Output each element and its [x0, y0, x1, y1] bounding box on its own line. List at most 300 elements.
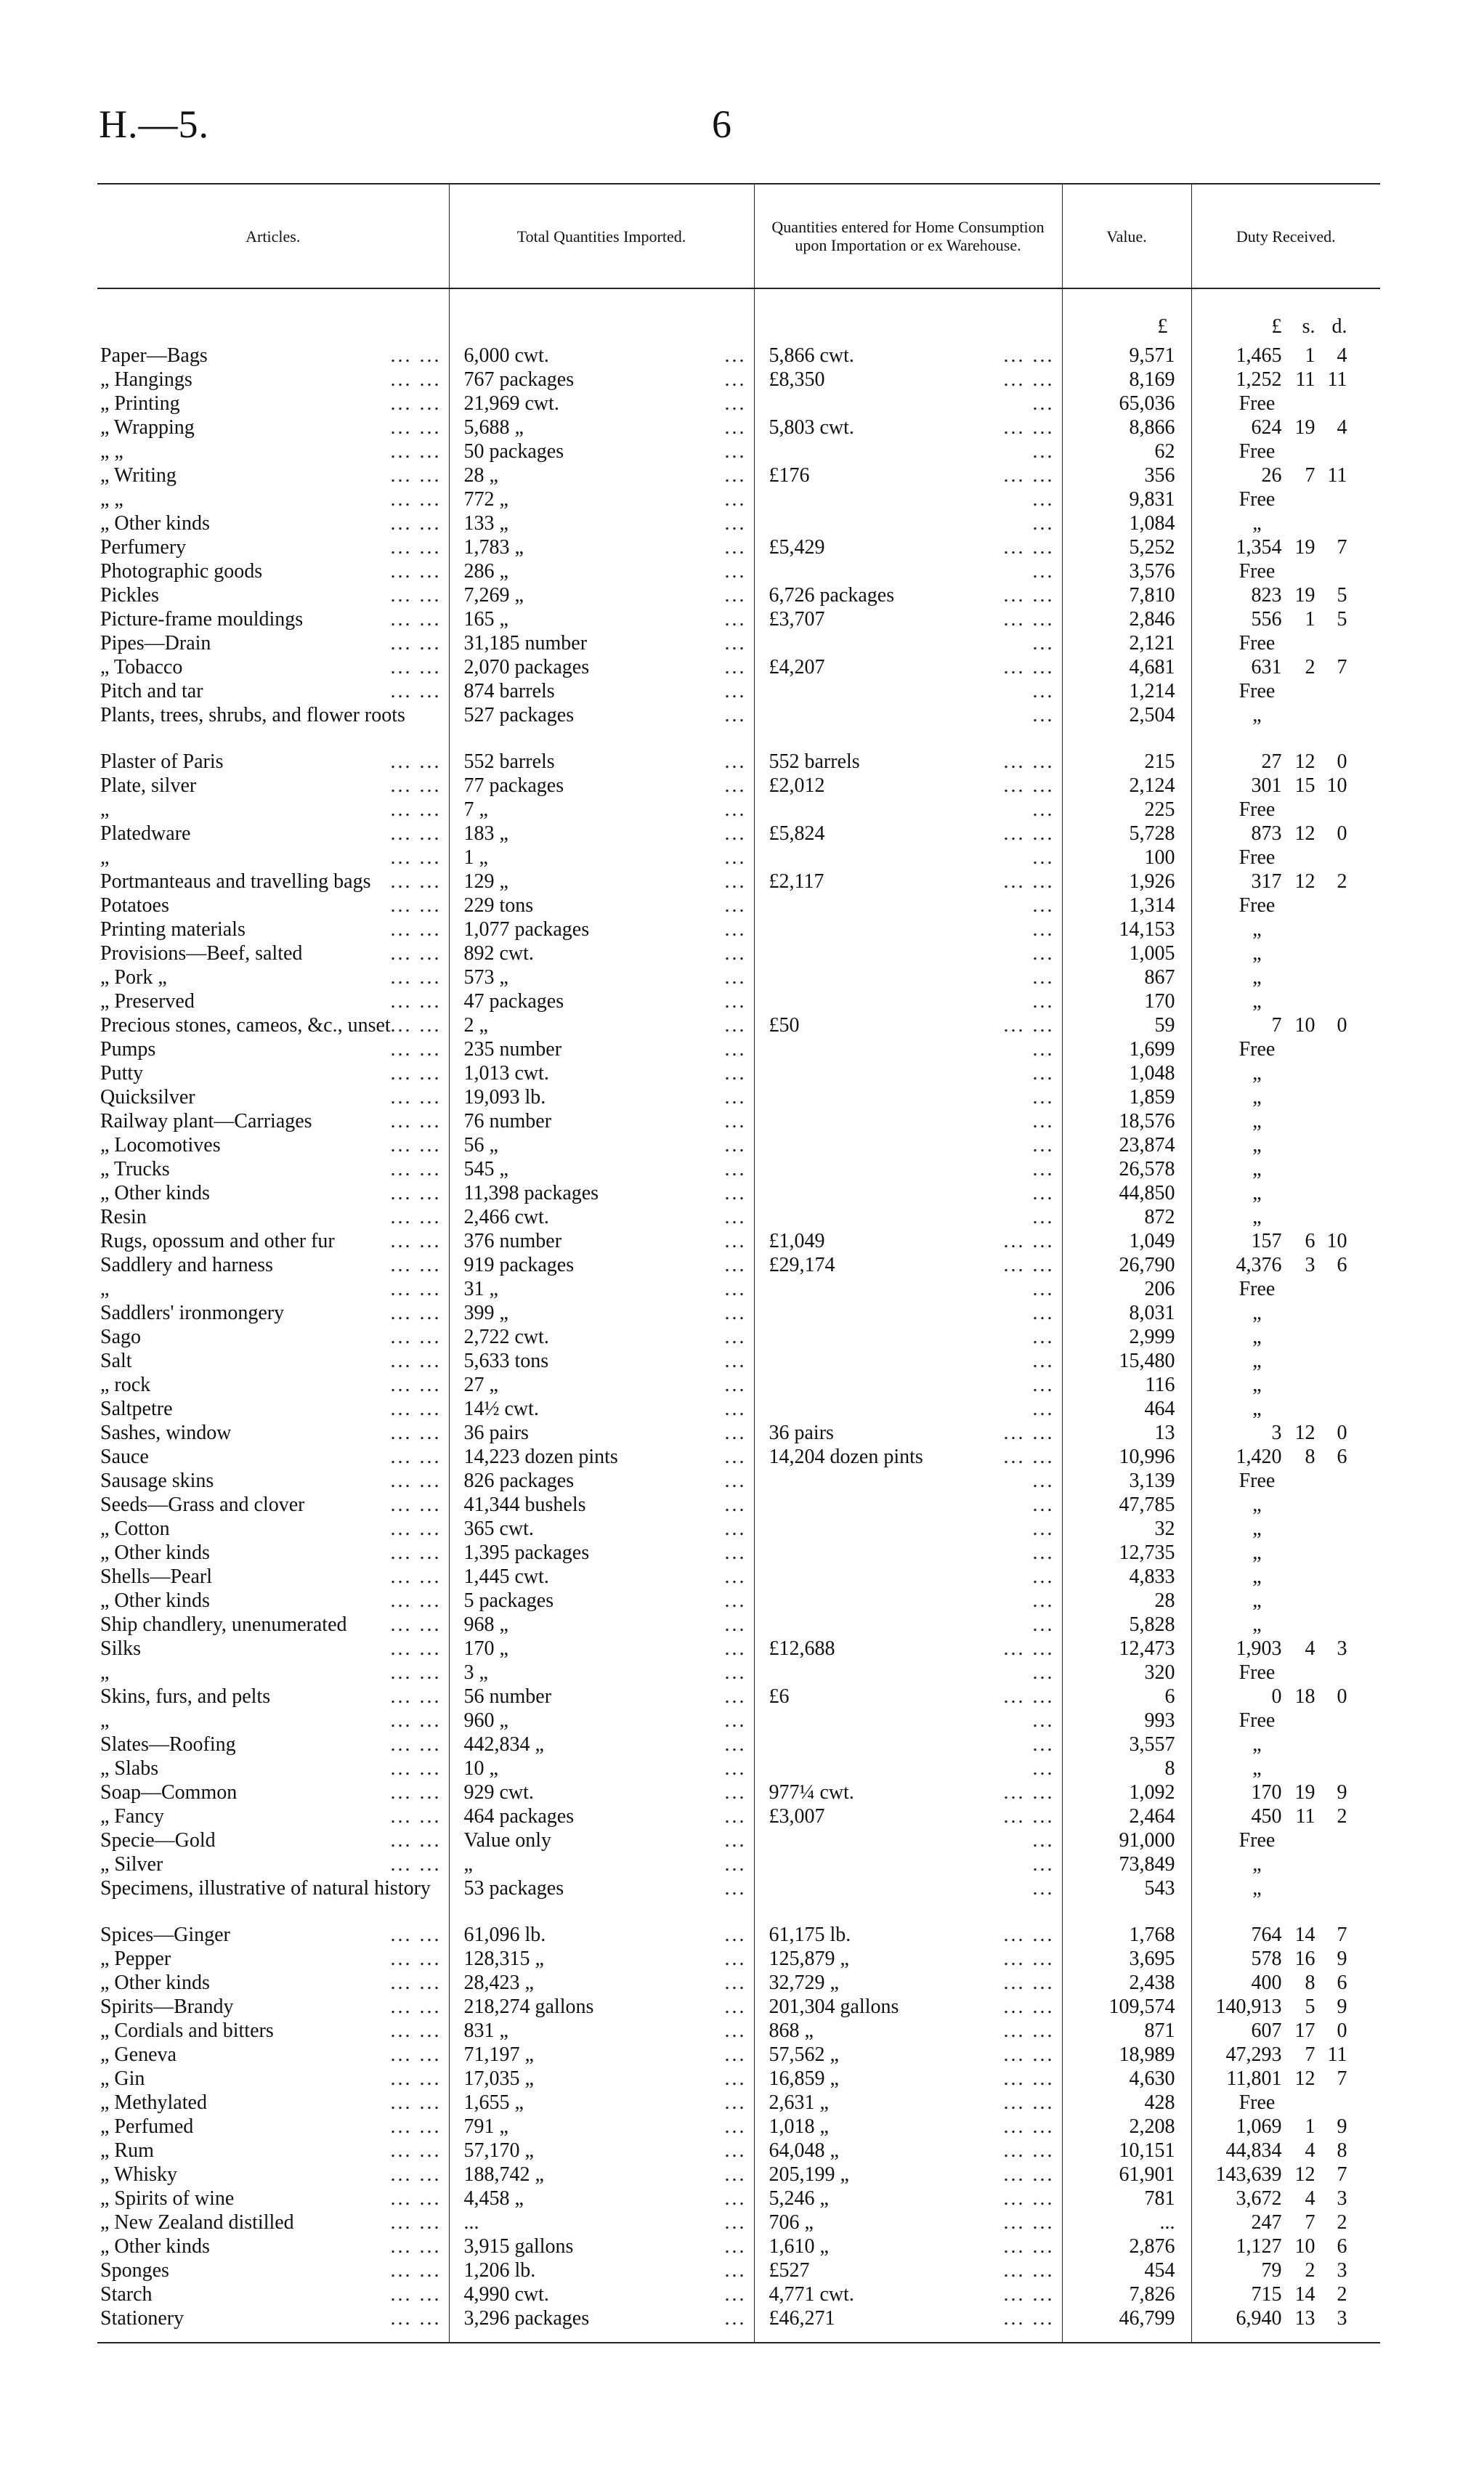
- duty-pounds: 1,127: [1236, 2235, 1282, 2258]
- article-cell: „ ... ...: [100, 1709, 442, 1732]
- article-cell: Pumps ... ...: [100, 1038, 442, 1061]
- table-row: [97, 704, 1380, 750]
- article-cell: Pitch and tar ... ...: [100, 680, 442, 702]
- article-cell: „ ... ...: [100, 846, 442, 869]
- value-cell: 1,214: [1062, 680, 1191, 704]
- total-quantity-cell: 57,170 „ ...: [449, 2139, 754, 2163]
- total-quantity-cell: „ ...: [449, 1853, 754, 1877]
- duty-cell: [1191, 822, 1380, 846]
- total-quantity-cell: 767 packages ...: [449, 368, 754, 392]
- total-quantity-cell: ... ...: [449, 2211, 754, 2235]
- total-quantity-cell: 53 packages ...: [449, 1877, 754, 1924]
- total-quantity-cell: 14,223 dozen pints ...: [449, 1446, 754, 1470]
- table-row: [97, 1613, 1380, 1637]
- table-row: [97, 1374, 1380, 1398]
- article-cell: Picture-frame mouldings ... ...: [100, 608, 442, 631]
- table-row: [97, 1805, 1380, 1829]
- duty-free-label: Free: [1238, 1709, 1276, 1732]
- duty-free-label: „: [1252, 1757, 1262, 1780]
- duty-cell: [1191, 2019, 1380, 2043]
- duty-cell: [1191, 1086, 1380, 1110]
- duty-free-label: Free: [1238, 798, 1276, 821]
- value-cell: 4,630: [1062, 2067, 1191, 2091]
- duty-free-label: „: [1252, 918, 1262, 941]
- duty-free-label: Free: [1238, 1038, 1276, 1061]
- home-consumption-cell: 5,803 cwt. ... ...: [754, 416, 1062, 440]
- value-cell: 18,576: [1062, 1110, 1191, 1134]
- table-row: [97, 774, 1380, 798]
- value-cell: 73,849: [1062, 1853, 1191, 1877]
- article-cell: Putty ... ...: [100, 1062, 442, 1085]
- article-cell: „ Other kinds ... ...: [100, 512, 442, 535]
- article-cell: Portmanteaus and travelling bags ... ...: [100, 870, 442, 893]
- table-row: [97, 1206, 1380, 1230]
- home-consumption-cell: ...: [754, 1206, 1062, 1230]
- table-row: [97, 1014, 1380, 1038]
- home-consumption-cell: ...: [754, 392, 1062, 416]
- table-row: [97, 1661, 1380, 1685]
- home-consumption-cell: ...: [754, 1302, 1062, 1326]
- value-cell: 6: [1062, 1685, 1191, 1709]
- duty-free-label: „: [1252, 1206, 1262, 1228]
- table-row: [97, 870, 1380, 894]
- duty-cell: [1191, 1972, 1380, 1995]
- home-consumption-cell: ...: [754, 1589, 1062, 1613]
- duty-pounds: 1,420: [1236, 1446, 1282, 1468]
- duty-free-label: Free: [1238, 1470, 1276, 1492]
- duty-pounds: 873: [1251, 822, 1282, 845]
- total-quantity-cell: 133 „ ...: [449, 512, 754, 536]
- duty-cell: [1191, 1924, 1380, 1948]
- duty-cell: [1191, 1589, 1380, 1613]
- duty-free-label: Free: [1238, 488, 1276, 511]
- duty-pence: 0: [1337, 2019, 1347, 2042]
- table-row: [97, 750, 1380, 774]
- article-cell: Specie—Gold ... ...: [100, 1829, 442, 1852]
- duty-pence: 0: [1337, 822, 1347, 845]
- table-row: [97, 1924, 1380, 1948]
- duty-cell: [1191, 1494, 1380, 1517]
- total-quantity-cell: 286 „ ...: [449, 560, 754, 584]
- value-cell: 100: [1062, 846, 1191, 870]
- duty-cell: [1191, 1709, 1380, 1733]
- duty-shillings: 14: [1294, 2283, 1315, 2306]
- table-row: [97, 464, 1380, 488]
- home-consumption-cell: ...: [754, 1350, 1062, 1374]
- table-row: [97, 2211, 1380, 2235]
- duty-shillings: 10: [1294, 2235, 1315, 2258]
- duty-pounds: 140,913: [1215, 1995, 1282, 2018]
- imports-table: [97, 183, 1380, 2343]
- total-quantity-cell: 11,398 packages ...: [449, 1182, 754, 1206]
- duty-free-label: „: [1252, 1541, 1262, 1564]
- article-cell: „ Other kinds ... ...: [100, 1589, 442, 1612]
- home-consumption-cell: £8,350 ... ...: [754, 368, 1062, 392]
- duty-cell: [1191, 1541, 1380, 1565]
- table-row: [97, 1637, 1380, 1661]
- value-cell: 5,728: [1062, 822, 1191, 846]
- duty-pence: 3: [1337, 2307, 1347, 2330]
- total-quantity-cell: 50 packages ...: [449, 440, 754, 464]
- value-cell: 10,151: [1062, 2139, 1191, 2163]
- value-cell: 2,846: [1062, 608, 1191, 632]
- total-quantity-cell: 7,269 „ ...: [449, 584, 754, 608]
- value-cell: 15,480: [1062, 1350, 1191, 1374]
- article-cell: Soap—Common ... ...: [100, 1781, 442, 1804]
- total-quantity-cell: 464 packages ...: [449, 1805, 754, 1829]
- total-quantity-cell: 4,458 „ ...: [449, 2187, 754, 2211]
- article-cell: „ Locomotives ... ...: [100, 1134, 442, 1156]
- value-cell: 1,005: [1062, 942, 1191, 966]
- article-cell: „ ... ...: [100, 798, 442, 821]
- table-row: [97, 1733, 1380, 1757]
- article-cell: Rugs, opossum and other fur ... ...: [100, 1230, 442, 1252]
- value-cell: 14,153: [1062, 918, 1191, 942]
- article-cell: Starch ... ...: [100, 2283, 442, 2306]
- duty-pence: 5: [1337, 584, 1347, 607]
- duty-pounds: 4,376: [1236, 1254, 1282, 1276]
- duty-pence: 10: [1326, 774, 1347, 797]
- total-quantity-cell: Value only ...: [449, 1829, 754, 1853]
- page-reference: H.—5.: [99, 102, 209, 146]
- duty-pence: 0: [1337, 1014, 1347, 1037]
- duty-cell: [1191, 1110, 1380, 1134]
- total-quantity-cell: 892 cwt. ...: [449, 942, 754, 966]
- duty-cell: [1191, 1014, 1380, 1038]
- duty-pence: 4: [1337, 416, 1347, 439]
- value-cell: 428: [1062, 2091, 1191, 2115]
- home-consumption-cell: 14,204 dozen pints ... ...: [754, 1446, 1062, 1470]
- total-quantity-cell: 17,035 „ ...: [449, 2067, 754, 2091]
- value-cell: 2,124: [1062, 774, 1191, 798]
- duty-cell: [1191, 1637, 1380, 1661]
- article-cell: „ Other kinds ... ...: [100, 1541, 442, 1564]
- duty-cell: [1191, 2211, 1380, 2235]
- article-cell: „ „ ... ...: [100, 488, 442, 511]
- table-row: [97, 536, 1380, 560]
- total-quantity-cell: 1 „ ...: [449, 846, 754, 870]
- table-row: [97, 1877, 1380, 1924]
- duty-cell: [1191, 608, 1380, 632]
- total-quantity-cell: 1,077 packages ...: [449, 918, 754, 942]
- duty-cell: [1191, 2067, 1380, 2091]
- value-cell: 8,031: [1062, 1302, 1191, 1326]
- table-row: [97, 894, 1380, 918]
- duty-pence: 11: [1327, 368, 1347, 391]
- article-cell: „ Gin ... ...: [100, 2067, 442, 2090]
- duty-shillings: 16: [1294, 1948, 1315, 1970]
- home-consumption-cell: ...: [754, 942, 1062, 966]
- duty-pounds: 400: [1251, 1972, 1282, 1994]
- table-row: [97, 392, 1380, 416]
- value-cell: 32: [1062, 1517, 1191, 1541]
- value-cell: 59: [1062, 1014, 1191, 1038]
- home-consumption-cell: 6,726 packages ... ...: [754, 584, 1062, 608]
- total-quantity-cell: 10 „ ...: [449, 1757, 754, 1781]
- table-row: [97, 2235, 1380, 2259]
- duty-pence: 2: [1337, 870, 1347, 893]
- total-quantity-cell: 2,466 cwt. ...: [449, 1206, 754, 1230]
- duty-cell: [1191, 2091, 1380, 2115]
- duty-shillings: 3: [1305, 1254, 1315, 1276]
- article-cell: „ Writing ... ...: [100, 464, 442, 487]
- home-consumption-cell: ...: [754, 1565, 1062, 1589]
- total-quantity-cell: 6,000 cwt. ...: [449, 344, 754, 368]
- table-row: [97, 1709, 1380, 1733]
- duty-pounds: 27: [1261, 750, 1282, 773]
- table-row: [97, 344, 1380, 368]
- duty-shillings: 11: [1295, 368, 1315, 391]
- duty-pence: 8: [1337, 2139, 1347, 2162]
- value-cell: 12,473: [1062, 1637, 1191, 1661]
- duty-free-label: Free: [1238, 560, 1276, 583]
- home-consumption-cell: ...: [754, 1158, 1062, 1182]
- article-cell: „ Pork „ ... ...: [100, 966, 442, 989]
- duty-free-label: „: [1252, 966, 1262, 989]
- duty-shillings: 19: [1294, 536, 1315, 559]
- article-cell: „ Tobacco ... ...: [100, 656, 442, 678]
- header-total-imported: Total Quantities Imported.: [449, 184, 754, 288]
- duty-free-label: „: [1252, 1302, 1262, 1324]
- home-consumption-cell: 32,729 „ ... ...: [754, 1972, 1062, 1995]
- article-cell: „ Other kinds ... ...: [100, 1972, 442, 1994]
- table-row: [97, 1948, 1380, 1972]
- total-quantity-cell: 27 „ ...: [449, 1374, 754, 1398]
- duty-cell: [1191, 1853, 1380, 1877]
- value-cell: 44,850: [1062, 1182, 1191, 1206]
- article-cell: Specimens, illustrative of natural history: [100, 1877, 431, 1900]
- total-quantity-cell: 3 „ ...: [449, 1661, 754, 1685]
- article-cell: Photographic goods ... ...: [100, 560, 442, 583]
- home-consumption-cell: ...: [754, 1829, 1062, 1853]
- value-cell: 1,768: [1062, 1924, 1191, 1948]
- article-cell: „ Hangings ... ...: [100, 368, 442, 391]
- total-quantity-cell: 1,206 lb. ...: [449, 2259, 754, 2283]
- duty-free-label: „: [1252, 1182, 1262, 1204]
- value-cell: 4,833: [1062, 1565, 1191, 1589]
- table-row: [97, 488, 1380, 512]
- value-cell: 62: [1062, 440, 1191, 464]
- value-cell: 871: [1062, 2019, 1191, 2043]
- article-cell: Potatoes ... ...: [100, 894, 442, 917]
- article-cell: Silks ... ...: [100, 1637, 442, 1660]
- article-cell: Plate, silver ... ...: [100, 774, 442, 797]
- home-consumption-cell: £6 ... ...: [754, 1685, 1062, 1709]
- duty-shillings: 7: [1305, 2211, 1315, 2234]
- total-quantity-cell: 826 packages ...: [449, 1470, 754, 1494]
- duty-pounds: 44,834: [1225, 2139, 1282, 2162]
- total-quantity-cell: 376 number ...: [449, 1230, 754, 1254]
- duty-pence: 7: [1337, 2163, 1347, 2186]
- duty-unit-pounds: £: [1271, 315, 1282, 338]
- table-row: [97, 846, 1380, 870]
- duty-free-label: „: [1252, 1398, 1262, 1420]
- article-cell: Paper—Bags ... ...: [100, 344, 442, 367]
- home-consumption-cell: £12,688 ... ...: [754, 1637, 1062, 1661]
- duty-shillings: 12: [1294, 750, 1315, 773]
- total-quantity-cell: 545 „ ...: [449, 1158, 754, 1182]
- duty-pounds: 1,465: [1236, 344, 1282, 367]
- total-quantity-cell: 19,093 lb. ...: [449, 1086, 754, 1110]
- duty-shillings: 18: [1294, 1685, 1315, 1708]
- duty-cell: [1191, 2307, 1380, 2343]
- home-consumption-cell: 1,018 „ ... ...: [754, 2115, 1062, 2139]
- total-quantity-cell: 442,834 „ ...: [449, 1733, 754, 1757]
- home-consumption-cell: ...: [754, 966, 1062, 990]
- home-consumption-cell: ...: [754, 1038, 1062, 1062]
- duty-shillings: 12: [1294, 870, 1315, 893]
- table-row: [97, 1494, 1380, 1517]
- home-consumption-cell: 977¼ cwt. ... ...: [754, 1781, 1062, 1805]
- total-quantity-cell: 4,990 cwt. ...: [449, 2283, 754, 2307]
- duty-pence: 6: [1337, 2235, 1347, 2258]
- table-row: [97, 512, 1380, 536]
- article-cell: „ Cotton ... ...: [100, 1517, 442, 1540]
- total-quantity-cell: 960 „ ...: [449, 1709, 754, 1733]
- article-cell: Stationery ... ...: [97, 2307, 449, 2343]
- units-row: [97, 315, 1380, 344]
- home-consumption-cell: ...: [754, 1541, 1062, 1565]
- duty-cell: [1191, 990, 1380, 1014]
- home-consumption-cell: ...: [754, 1709, 1062, 1733]
- home-consumption-cell: 61,175 lb. ... ...: [754, 1924, 1062, 1948]
- home-consumption-cell: £4,207 ... ...: [754, 656, 1062, 680]
- total-quantity-cell: 61,096 lb. ...: [449, 1924, 754, 1948]
- home-consumption-cell: £1,049 ... ...: [754, 1230, 1062, 1254]
- value-cell: 1,859: [1062, 1086, 1191, 1110]
- table-row: [97, 1086, 1380, 1110]
- table-row: [97, 1230, 1380, 1254]
- article-cell: „ Other kinds ... ...: [100, 2235, 442, 2258]
- home-consumption-cell: 2,631 „ ... ...: [754, 2091, 1062, 2115]
- table-row: [97, 2307, 1380, 2343]
- duty-cell: [1191, 2283, 1380, 2307]
- table-row: [97, 2283, 1380, 2307]
- article-cell: „ „ ... ...: [100, 440, 442, 463]
- value-cell: 543: [1062, 1877, 1191, 1924]
- table-row: [97, 440, 1380, 464]
- duty-shillings: 2: [1305, 656, 1315, 678]
- value-cell: 225: [1062, 798, 1191, 822]
- home-consumption-cell: ...: [754, 1613, 1062, 1637]
- duty-free-label: „: [1252, 1589, 1262, 1612]
- total-quantity-cell: 552 barrels ...: [449, 750, 754, 774]
- value-cell: 8,866: [1062, 416, 1191, 440]
- duty-cell: [1191, 1829, 1380, 1853]
- duty-cell: [1191, 344, 1380, 368]
- duty-free-label: „: [1252, 1877, 1262, 1900]
- article-cell: „ Silver ... ...: [100, 1853, 442, 1876]
- home-consumption-cell: £29,174 ... ...: [754, 1254, 1062, 1278]
- duty-cell: [1191, 1278, 1380, 1302]
- duty-free-label: Free: [1238, 392, 1276, 415]
- duty-shillings: 1: [1305, 2115, 1315, 2138]
- value-cell: 26,790: [1062, 1254, 1191, 1278]
- duty-cell: [1191, 1182, 1380, 1206]
- page-number: 6: [712, 102, 731, 146]
- value-cell: 2,504: [1062, 704, 1191, 750]
- total-quantity-cell: 365 cwt. ...: [449, 1517, 754, 1541]
- duty-pounds: 3,672: [1236, 2187, 1282, 2210]
- duty-pence: 6: [1337, 1254, 1347, 1276]
- duty-cell: [1191, 2043, 1380, 2067]
- home-consumption-cell: £3,707 ... ...: [754, 608, 1062, 632]
- value-cell: 3,576: [1062, 560, 1191, 584]
- total-quantity-cell: 128,315 „ ...: [449, 1948, 754, 1972]
- duty-cell: [1191, 1613, 1380, 1637]
- duty-pounds: 6,940: [1236, 2307, 1282, 2330]
- home-consumption-cell: ...: [754, 894, 1062, 918]
- article-cell: „ Cordials and bitters ... ...: [100, 2019, 442, 2042]
- duty-pence: 0: [1337, 750, 1347, 773]
- duty-pounds: 764: [1251, 1924, 1282, 1946]
- duty-pounds: 578: [1251, 1948, 1282, 1970]
- total-quantity-cell: 399 „ ...: [449, 1302, 754, 1326]
- article-cell: „ ... ...: [100, 1278, 442, 1300]
- duty-free-label: „: [1252, 1326, 1262, 1348]
- table-row: [97, 2115, 1380, 2139]
- duty-pence: 9: [1337, 1948, 1347, 1970]
- table-row: [97, 2091, 1380, 2115]
- duty-free-label: Free: [1238, 440, 1276, 463]
- duty-free-label: Free: [1238, 680, 1276, 702]
- duty-pounds: 157: [1251, 1230, 1282, 1252]
- duty-free-label: „: [1252, 1134, 1262, 1156]
- home-consumption-cell: ...: [754, 1374, 1062, 1398]
- value-cell: 61,901: [1062, 2163, 1191, 2187]
- duty-pounds: 170: [1251, 1781, 1282, 1804]
- duty-shillings: 13: [1294, 2307, 1315, 2330]
- home-consumption-cell: ...: [754, 1733, 1062, 1757]
- table-row: [97, 1685, 1380, 1709]
- duty-pounds: 247: [1251, 2211, 1282, 2234]
- article-cell: Skins, furs, and pelts ... ...: [100, 1685, 442, 1708]
- duty-shillings: 12: [1294, 2067, 1315, 2090]
- duty-cell: [1191, 392, 1380, 416]
- article-cell: „ ... ...: [100, 1661, 442, 1684]
- duty-shillings: 15: [1294, 774, 1315, 797]
- value-cell: 28: [1062, 1589, 1191, 1613]
- duty-free-label: „: [1252, 1565, 1262, 1588]
- duty-pence: 7: [1337, 1924, 1347, 1946]
- duty-pounds: 47,293: [1225, 2043, 1282, 2066]
- table-row: [97, 1278, 1380, 1302]
- value-cell: 109,574: [1062, 1995, 1191, 2019]
- value-cell: 320: [1062, 1661, 1191, 1685]
- value-cell: 464: [1062, 1398, 1191, 1422]
- total-quantity-cell: 1,783 „ ...: [449, 536, 754, 560]
- article-cell: Slates—Roofing ... ...: [100, 1733, 442, 1756]
- duty-shillings: 6: [1305, 1230, 1315, 1252]
- duty-pence: 0: [1337, 1685, 1347, 1708]
- duty-cell: [1191, 1254, 1380, 1278]
- home-consumption-cell: ...: [754, 1062, 1062, 1086]
- duty-cell: [1191, 1685, 1380, 1709]
- duty-cell: [1191, 1038, 1380, 1062]
- duty-cell: [1191, 2187, 1380, 2211]
- duty-free-label: Free: [1238, 632, 1276, 655]
- duty-pence: 9: [1337, 1781, 1347, 1804]
- duty-pounds: 79: [1261, 2259, 1282, 2282]
- home-consumption-cell: 868 „ ... ...: [754, 2019, 1062, 2043]
- article-cell: Sausage skins ... ...: [100, 1470, 442, 1492]
- duty-cell: [1191, 416, 1380, 440]
- total-quantity-cell: 235 number ...: [449, 1038, 754, 1062]
- home-consumption-cell: ...: [754, 1470, 1062, 1494]
- value-cell: 9,831: [1062, 488, 1191, 512]
- home-consumption-cell: ...: [754, 1661, 1062, 1685]
- table-row: [97, 584, 1380, 608]
